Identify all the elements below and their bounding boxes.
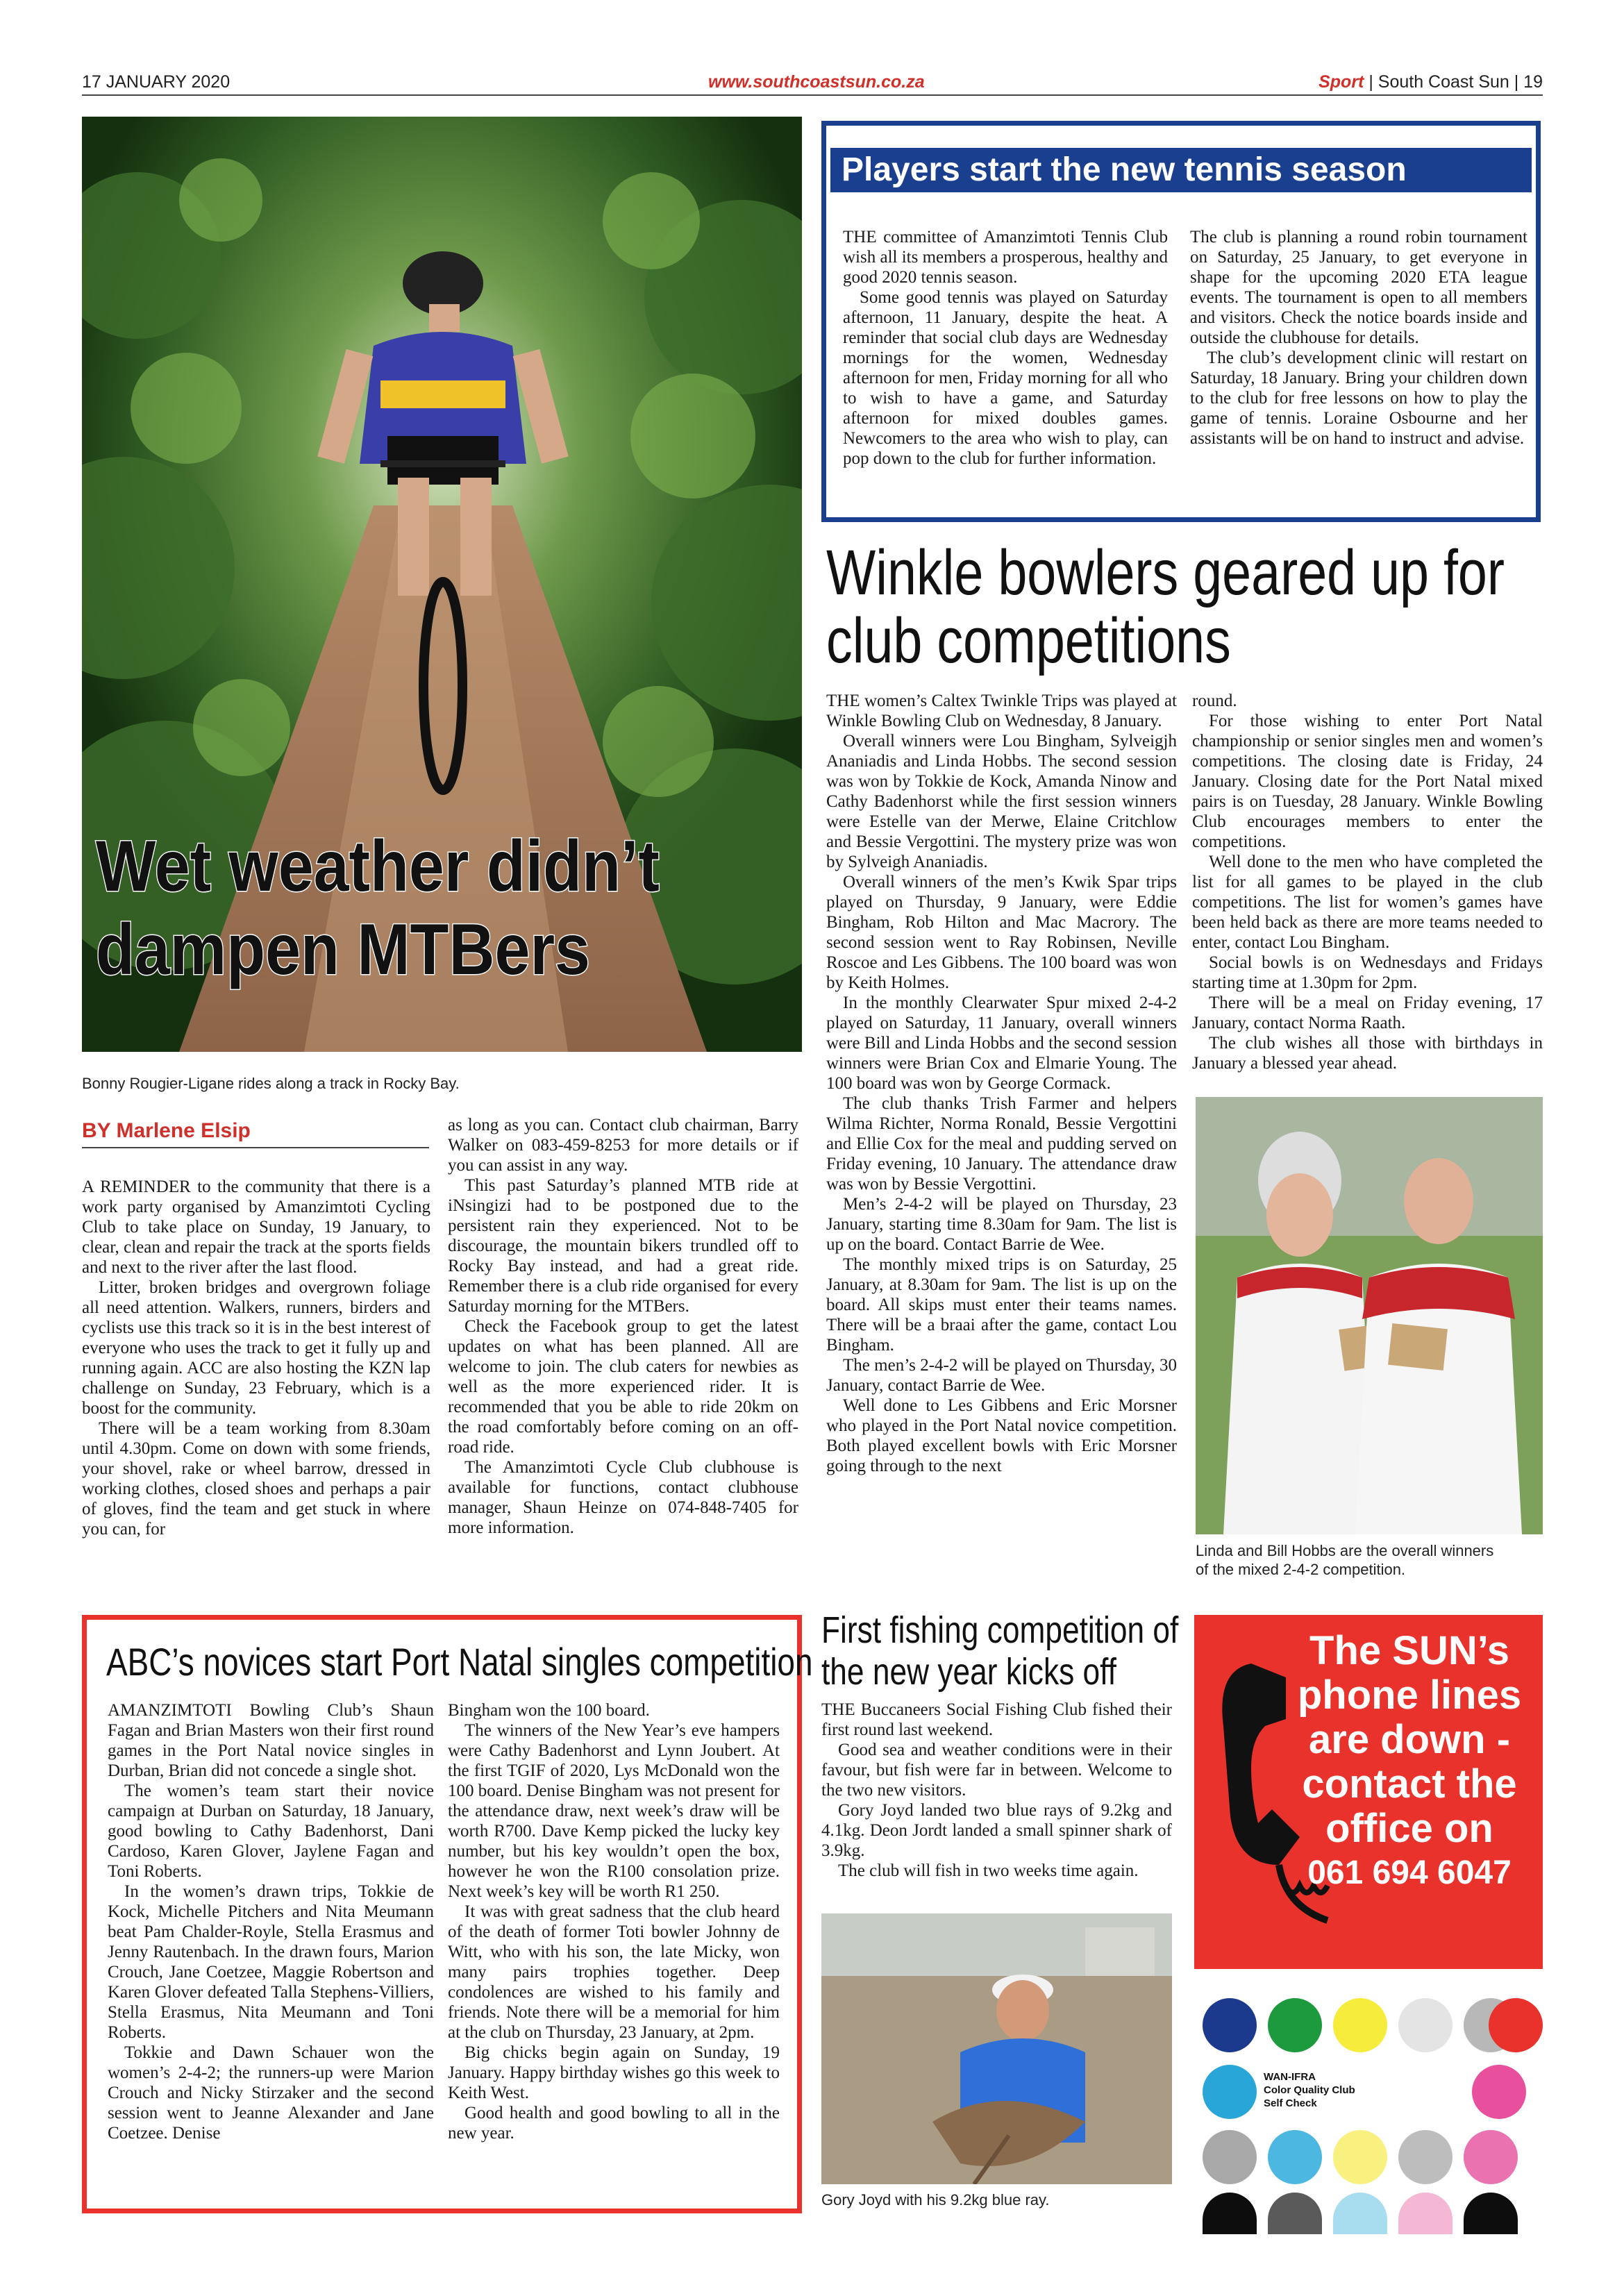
paragraph: A REMINDER to the community that there is a work party organised by Amanzimtoti Cycling Club to take place on Sunday, 19 January, to clear, clean and repair the track at the sports fields and next to the river after the last flood.	[82, 1178, 430, 1277]
paragraph: THE committee of Amanzimtoti Tennis Club wish all its members a prosperous, healthy and good 2020 tennis season.	[843, 228, 1168, 287]
paragraph: The club wishes all those with birthdays in January a blessed year ahead.	[1192, 1034, 1543, 1073]
mtb-headline-line1: Wet weather didn’t	[96, 826, 660, 907]
paragraph: In the monthly Clearwater Spur mixed 2-4-2 played on Saturday, 11 January, overall winners were Bill and Linda Hobbs and the second session winners were Brian Cox and Elmarie Young. The 100 board was won by George Cormack.	[826, 994, 1177, 1093]
bowls-caption	[1196, 1541, 1493, 1579]
color-check-label	[1264, 2070, 1355, 2110]
paper-name: | South Coast Sun | 19	[1368, 72, 1543, 92]
swatch-paleblue-icon	[1333, 2193, 1387, 2234]
paragraph: The women’s team start their novice campaign at Durban on Saturday, 18 January, good bowling to Cathy Badenhorst, Dani Cardoso, Karen Glover, Jaylene Fagan and Toni Roberts.	[108, 1782, 434, 1881]
paragraph: Check the Facebook group to get the latest updates on what has been planned. All are welcome to join. The club caters for newbies as well as the more experienced rider. It is recommended that you be able to ride 20km on the road comfortably before coming on an off-road ride.	[448, 1317, 798, 1457]
paragraph: Litter, broken bridges and overgrown foliage all need attention. Walkers, runners, birders and cyclists use this track so it is in the best interest of everyone who uses the track to get it fully up and running again. ACC are also hosting the KZN lap challenge on Sunday, 23 February, which is a boost for the community.	[82, 1278, 430, 1418]
page-date: 17 JANUARY 2020	[82, 72, 231, 92]
swatch-pink-icon	[1472, 2065, 1526, 2119]
paragraph: The club will fish in two weeks time again.	[838, 1861, 1139, 1880]
paragraph: It was with great sadness that the club heard of the death of former Toti bowler Johnny de Witt, who with his son, the late Micky, won many pairs trophies together. Deep condolences are wished to his family and friends. Note there will be a memorial for him at the club on Thursday, 23 January, at 2pm.	[448, 1902, 780, 2042]
fishing-headline	[821, 1609, 1178, 1693]
ad-line2: phone lines	[1297, 1673, 1522, 1718]
color-check-line1: WAN-IFRA	[1264, 2071, 1316, 2083]
mtb-column-1	[82, 1177, 430, 1539]
bowls-column-2	[1192, 691, 1543, 1073]
swatch-black2-icon	[1464, 2193, 1518, 2234]
swatch-magenta-icon	[1464, 2130, 1518, 2184]
abc-column-1	[108, 1700, 434, 2143]
paragraph: There will be a meal on Friday evening, 17 January, contact Norma Raath.	[1192, 994, 1543, 1032]
paragraph: The Amanzimtoti Cycle Club clubhouse is available for functions, contact clubhouse manager, Shaun Heinze on 074-848-7405 for more information.	[448, 1458, 798, 1537]
paragraph: Bingham won the 100 board.	[448, 1701, 650, 1720]
mtb-byline: BY Marlene Elsip	[82, 1119, 251, 1142]
swatch-red-top-icon	[1489, 1998, 1543, 2052]
fishing-body	[821, 1700, 1172, 1881]
swatch-cyan-icon	[1203, 2065, 1257, 2119]
paragraph: For those wishing to enter Port Natal championship or senior singles men and women’s competitions. The closing date is Friday, 24 January. Closing date for the Port Natal mixed pairs is on Tuesday, 28 January. Winkle Bowling Club encourages members to enter the competitions.	[1192, 712, 1543, 851]
paragraph: Some good tennis was played on Saturday afternoon, 11 January, despite the heat. A reminder that social club days are Wednesday mornings for the women, Wednesday afternoon for men, Friday morning for all who to wish to have a game, and Saturday afternoon for mixed doubles games. Newcomers to the area who wish to play, can pop down to the club for further information.	[843, 288, 1168, 468]
abc-box	[82, 1615, 813, 2213]
paragraph: In the women’s drawn trips, Tokkie de Kock, Michelle Pitchers and Nita Meumann beat Pam Chalder-Royle, Stella Erasmus and Jenny Rautenbach. In the drawn fours, Marion Crouch, Jane Coetzee, Maggie Robertson and Karen Glover defeated Talla Stephens-Villiers, Stella Erasmus, Nita Meumann and Toni Roberts.	[108, 1882, 434, 2042]
paragraph: Overall winners of the men’s Kwik Spar trips played on Thursday, 9 January, were Eddie Bingham, Rob Hilton and Mac Macrory. The second session went to Ray Robinsen, Neville Roscoe and Les Gibbens. The 100 board was won by Keith Holmes.	[826, 873, 1177, 992]
swatch-blue-icon	[1203, 1998, 1257, 2052]
bowls-headline	[826, 539, 1505, 675]
paragraph: The men’s 2-4-2 will be played on Thursday, 30 January, contact Barrie de Wee.	[826, 1356, 1177, 1395]
folio	[1319, 72, 1543, 92]
tennis-column-2	[1190, 227, 1527, 449]
paragraph: Men’s 2-4-2 will be played on Thursday, 23 January, starting time 8.30am for 9am. The list is up on the board. Contact Barrie de Wee.	[826, 1195, 1177, 1254]
tennis-column-1	[843, 227, 1168, 469]
fishing-caption: Gory Joyd with his 9.2kg blue ray.	[821, 2191, 1050, 2209]
color-check-line3: Self Check	[1264, 2097, 1317, 2109]
paragraph: The club thanks Trish Farmer and helpers Wilma Richter, Norma Ronald, Bessie Vergottini and Ellie Cox for the meal and pudding served on Friday evening, 10 January. The attendance draw was won by Bessie Vergottini.	[826, 1094, 1177, 1193]
bowls-headline-line1: Winkle bowlers geared up for	[826, 537, 1505, 608]
paragraph: Well done to the men who have completed the list for all games to be played in the club competitions. The list for women’s games have been held back as there are more teams needed to enter, contact Lou Bingham.	[1192, 853, 1543, 952]
paragraph: Big chicks begin again on Sunday, 19 January. Happy birthday wishes go this week to Keith West.	[448, 2043, 780, 2102]
paragraph: Overall winners were Lou Bingham, Sylveigjh Ananiadis and Linda Hobbs. The second session was won by Tokkie de Kock, Amanda Ninow and Cathy Badenhorst while the first session winners were Estelle van der Merwe, Elaine Critchlow and Bessie Vergottini. The mystery prize was won by Sylveigh Ananiadis.	[826, 732, 1177, 871]
swatch-palepink-icon	[1398, 2193, 1453, 2234]
tennis-headline: Players start the new tennis season	[830, 148, 1532, 192]
bowls-caption-line2: of the mixed 2-4-2 competition.	[1196, 1561, 1406, 1578]
paragraph: Well done to Les Gibbens and Eric Morsner who played in the Port Natal novice competition. Both played excellent bowls with Eric Morsner going through to the next	[826, 1396, 1177, 1475]
paragraph: as long as you can. Contact club chairman, Barry Walker on 083-459-8253 for more details or if you can assist in any way.	[448, 1116, 798, 1175]
paragraph: The monthly mixed trips is on Saturday, 25 January, at 8.30am for 9am. The list is up on the board. All skips must enter their teams names. There will be a braai after the game, contact Lou Bingham.	[826, 1255, 1177, 1355]
bowls-headline-line2: club competitions	[826, 605, 1231, 676]
section-name: Sport	[1319, 72, 1364, 92]
paragraph: There will be a team working from 8.30am until 4.30pm. Come on down with some friends, your shovel, rake or wheel barrow, dressed in working clothes, closed shoes and perhaps a pair of gloves, find the team and get stuck in where you can, for	[82, 1419, 430, 1539]
byline-rule	[82, 1147, 429, 1148]
ad-line4: contact the	[1302, 1761, 1517, 1807]
paragraph: AMANZIMTOTI Bowling Club’s Shaun Fagan and Brian Masters won their first round games in the Port Natal novice singles in Durban, Brian did not concede a single shot.	[108, 1701, 434, 1780]
fishing-photo	[821, 1913, 1172, 2184]
abc-column-2	[448, 1700, 780, 2143]
fishing-headline-line1: First fishing competition of	[821, 1609, 1179, 1651]
swatch-darkgrey-icon	[1268, 2193, 1322, 2234]
swatch-paleyellow-icon	[1333, 2130, 1387, 2184]
phone-lines-ad	[1194, 1615, 1543, 1969]
paragraph: Good health and good bowling to all in the new year.	[448, 2104, 780, 2143]
mtb-column-2	[448, 1115, 798, 1538]
swatch-skyblue-icon	[1268, 2130, 1322, 2184]
mtb-photo	[82, 117, 802, 1052]
paragraph: Gory Joyd landed two blue rays of 9.2kg and 4.1kg. Deon Jordt landed a small spinner shark of 3.9kg.	[821, 1801, 1172, 1860]
bowls-column-1	[826, 691, 1177, 1476]
color-check-line2: Color Quality Club	[1264, 2084, 1355, 2096]
paragraph: round.	[1192, 692, 1237, 710]
mtb-headline	[96, 825, 707, 991]
paragraph: The club is planning a round robin tournament on Saturday, 25 January, to get everyone in shape for the upcoming 2020 ETA league events. The tournament is open to all members and visitors. Check the notice boards inside and outside the clubhouse for details.	[1190, 228, 1527, 347]
mtb-caption: Bonny Rougier-Ligane rides along a track in Rocky Bay.	[82, 1075, 460, 1092]
bowls-caption-line1: Linda and Bill Hobbs are the overall winners	[1196, 1542, 1494, 1559]
swatch-lightgrey-icon	[1398, 1998, 1453, 2052]
header-rule	[82, 94, 1543, 96]
swatch-silver-icon	[1398, 2130, 1453, 2184]
paragraph: Social bowls is on Wednesdays and Fridays starting time at 1.30pm for 2pm.	[1192, 953, 1543, 992]
ad-line3: are down -	[1308, 1717, 1511, 1762]
paragraph: Good sea and weather conditions were in their favour, but fish were far in between. Welcome to the two new visitors.	[821, 1741, 1172, 1800]
ad-line5: office on	[1325, 1806, 1493, 1851]
paragraph: The club’s development clinic will restart on Saturday, 18 January. Bring your children down to the club for free lessons on how to play the game of tennis. Loraine Osbourne and her assistants will be on hand to instruct and advise.	[1190, 349, 1527, 448]
ad-line1: The SUN’s	[1309, 1628, 1509, 1673]
paragraph: Tokkie and Dawn Schauer won the women’s 2-4-2; the runners-up were Marion Crouch and Nicky Stirzaker and the second session went to Jeanne Alexander and Jane Coetzee. Denise	[108, 2043, 434, 2143]
paragraph: The winners of the New Year’s eve hampers were Cathy Badenhorst and Lynn Joubert. At the first TGIF of 2020, Lys McDonald won the 100 board. Denise Bingham was not present for the attendance draw, next week’s draw will be worth R700. Dave Kemp picked the lucky key number, but his key wouldn’t open the box, however he won the R100 consolation prize. Next week’s key will be worth R1 250.	[448, 1721, 780, 1901]
swatch-yellow-icon	[1333, 1998, 1387, 2052]
ad-text	[1281, 1629, 1538, 1895]
fishing-headline-line2: the new year kicks off	[821, 1651, 1116, 1693]
ad-phone: 061 694 6047	[1307, 1854, 1512, 1891]
couple-with-prize-image	[1196, 1097, 1543, 1534]
abc-headline: ABC’s novices start Port Natal singles competition	[106, 1640, 813, 1684]
swatch-black-icon	[1203, 2193, 1257, 2234]
paragraph: THE women’s Caltex Twinkle Trips was played at Winkle Bowling Club on Wednesday, 8 January.	[826, 692, 1177, 730]
bowls-photo	[1196, 1097, 1543, 1534]
paragraph: This past Saturday’s planned MTB ride at iNsingizi had to be postponed due to the persistent rain they experienced. Not to be discourage, the mountain bikers trundled off to Rocky Bay instead, and had a great ride. Remember there is a club ride organised for every Saturday morning for the MTBers.	[448, 1176, 798, 1316]
mtb-headline-line2: dampen MTBers	[96, 910, 590, 990]
tennis-box	[821, 121, 1541, 522]
swatch-green-icon	[1268, 1998, 1322, 2052]
paragraph: THE Buccaneers Social Fishing Club fished their first round last weekend.	[821, 1700, 1172, 1739]
website-link[interactable]: www.southcoastsun.co.za	[708, 72, 925, 92]
angler-with-ray-image	[821, 1913, 1172, 2184]
swatch-grey2-icon	[1203, 2130, 1257, 2184]
